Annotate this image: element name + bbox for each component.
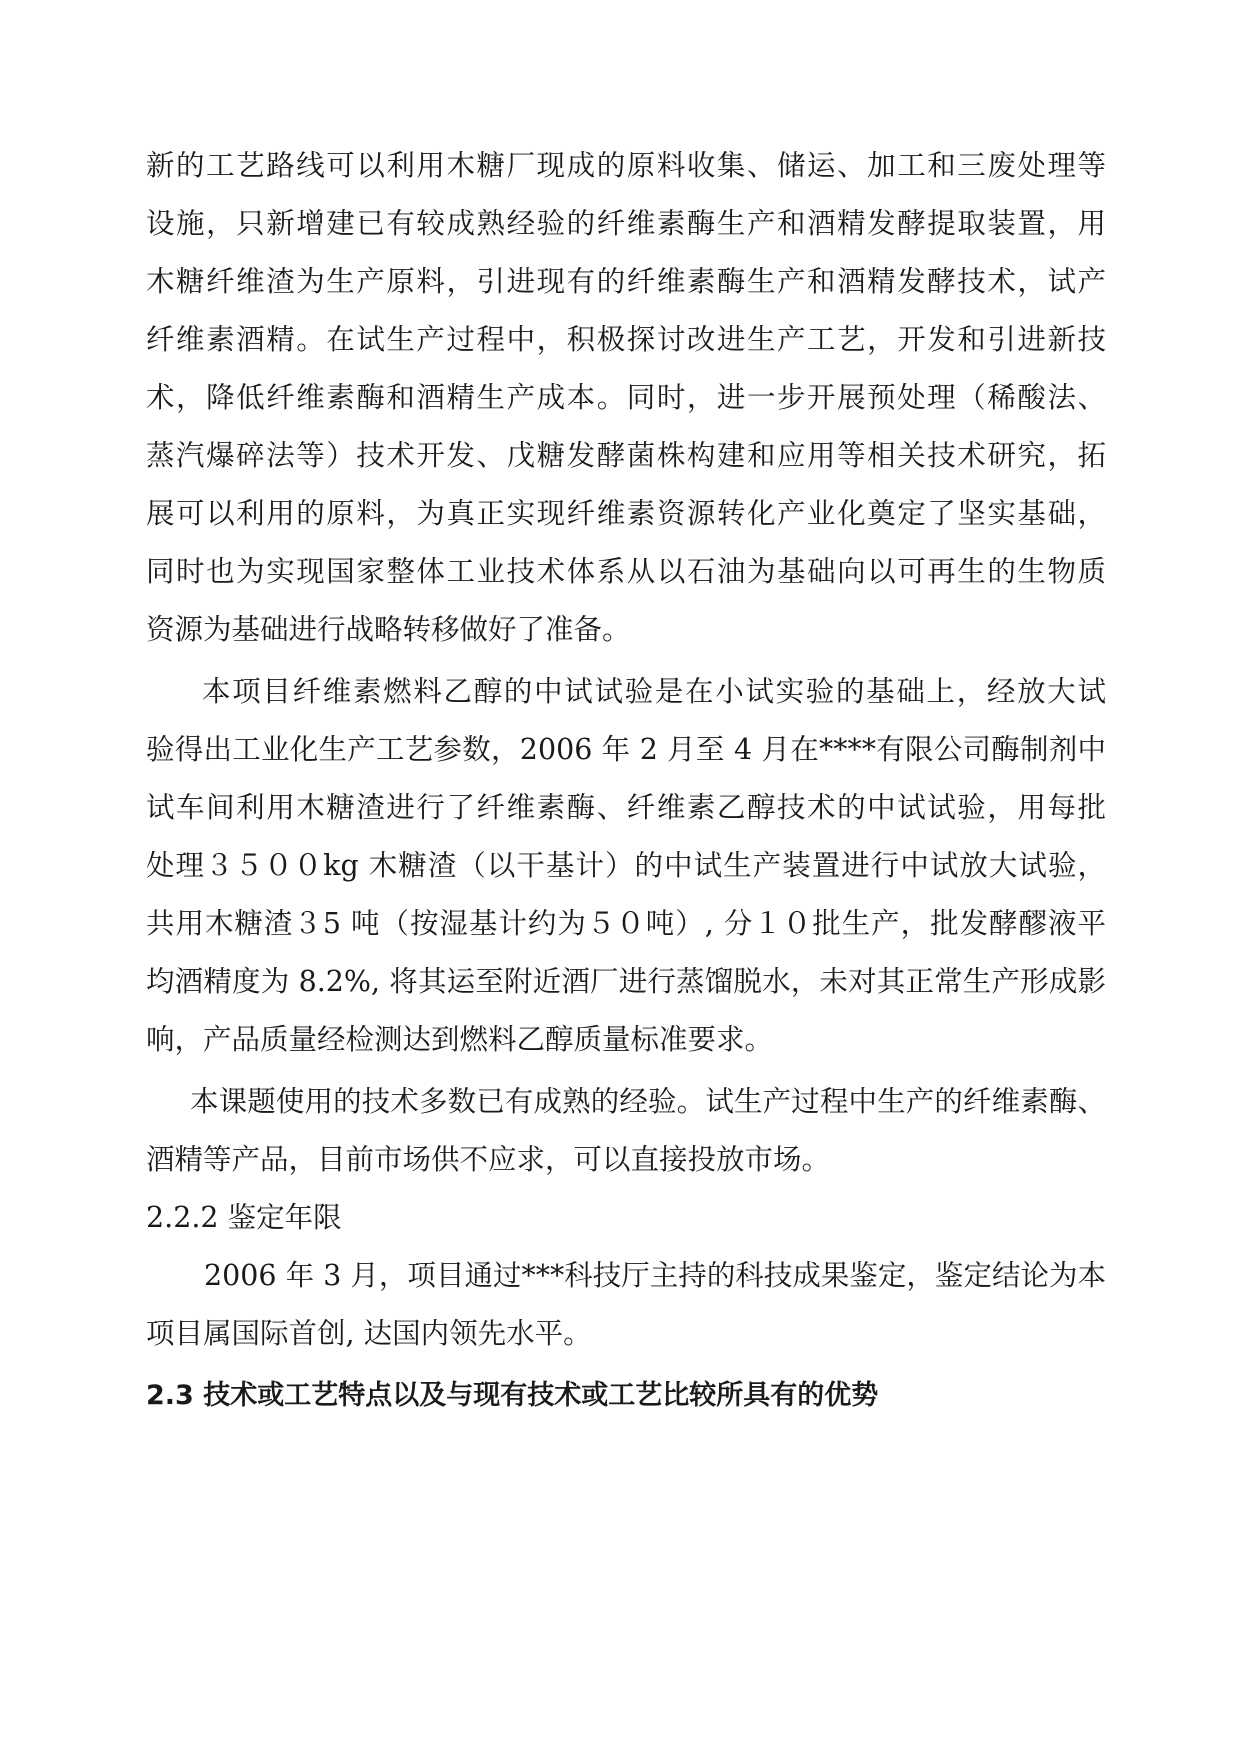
paragraph-3-line-1: 本课题使用的技术多数已有成熟的经验。试生产过程中生产的纤维素酶、	[190, 1085, 1106, 1118]
paragraph-2-line-7: 响，产品质量经检测达到燃料乙醇质量标准要求。	[146, 1023, 774, 1056]
paragraph-1-line-6: 蒸汽爆碎法等）技术开发、戊糖发酵菌株构建和应用等相关技术研究，拓	[146, 439, 1106, 472]
paragraph-1-line-4: 纤维素酒精。在试生产过程中，积极探讨改进生产工艺，开发和引进新技	[146, 323, 1106, 356]
paragraph-4-line-1: 2006 年 3 月，项目通过***科技厅主持的科技成果鉴定，鉴定结论为本	[204, 1259, 1106, 1292]
paragraph-1-line-7: 展可以利用的原料，为真正实现纤维素资源转化产业化奠定了坚实基础，	[146, 497, 1106, 530]
paragraph-2-line-4: 处理３５００kg 木糖渣（以干基计）的中试生产装置进行中试放大试验，	[146, 849, 1106, 882]
paragraph-2-line-3: 试车间利用木糖渣进行了纤维素酶、纤维素乙醇技术的中试试验，用每批	[146, 791, 1106, 824]
paragraph-4-line-2: 项目属国际首创, 达国内领先水平。	[146, 1317, 592, 1350]
paragraph-1-line-1: 新的工艺路线可以利用木糖厂现成的原料收集、储运、加工和三废处理等	[146, 149, 1106, 182]
paragraph-1-line-2: 设施，只新增建已有较成熟经验的纤维素酶生产和酒精发酵提取装置，用	[146, 207, 1106, 240]
paragraph-2-line-2: 验得出工业化生产工艺参数，2006 年 2 月至 4 月在****有限公司酶制剂中	[146, 733, 1106, 766]
section-heading-2-2-2: 2.2.2 鉴定年限	[146, 1201, 342, 1234]
paragraph-1-line-5: 术，降低纤维素酶和酒精生产成本。同时，进一步开展预处理（稀酸法、	[146, 381, 1106, 414]
section-heading-2-3: 2.3 技术或工艺特点以及与现有技术或工艺比较所具有的优势	[146, 1380, 879, 1411]
paragraph-1-line-9: 资源为基础进行战略转移做好了准备。	[146, 613, 631, 646]
paragraph-1-line-8: 同时也为实现国家整体工业技术体系从以石油为基础向以可再生的生物质	[146, 555, 1106, 588]
paragraph-2-line-6: 均酒精度为 8.2%, 将其运至附近酒厂进行蒸馏脱水，未对其正常生产形成影	[146, 965, 1106, 998]
paragraph-1-line-3: 木糖纤维渣为生产原料，引进现有的纤维素酶生产和酒精发酵技术，试产	[146, 265, 1106, 298]
paragraph-2-line-1: 本项目纤维素燃料乙醇的中试试验是在小试实验的基础上，经放大试	[202, 675, 1106, 708]
paragraph-2-line-5: 共用木糖渣３5 吨（按湿基计约为５０吨）, 分１０批生产，批发酵醪液平	[146, 907, 1106, 940]
paragraph-3-line-2: 酒精等产品，目前市场供不应求，可以直接投放市场。	[146, 1143, 831, 1176]
